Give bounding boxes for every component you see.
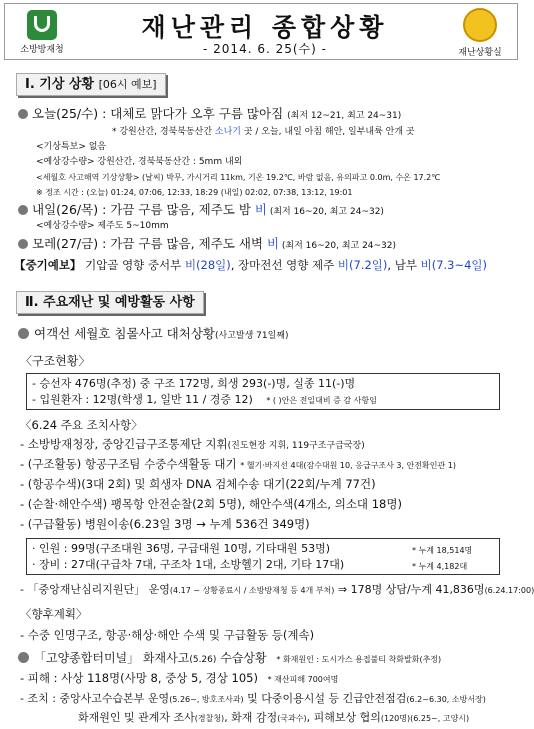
mid-term-b: , 장마전선 영향 제주 bbox=[230, 258, 338, 272]
equipment-line: · 장비 : 27대(구급차 7대, 구조차 1대, 소방헬기 2대, 기타 17대) bbox=[32, 558, 345, 571]
tomorrow-rainfall: <예상강수량> 제주도 5~10mm bbox=[36, 221, 169, 231]
agency-name: 소방방재청 bbox=[20, 45, 64, 55]
tomorrow-label: 내일(26/목) bbox=[32, 202, 99, 217]
agency-logo bbox=[17, 10, 67, 56]
today-note-b: 곳 / 오늘, 내일 아침 해안, 일부내륙 안개 곳 bbox=[240, 127, 415, 137]
fire-measures-2-c: , 피해보상 협의 bbox=[306, 711, 381, 724]
psych-support-result: ⇒ 178명 상담/누계 41,836명 bbox=[334, 583, 485, 596]
fire-measures-2-sub3: (120명) bbox=[380, 714, 411, 723]
psych-support-sub: (4.17 ~ 상황종료시 / 소방방재청 등 4개 부처) bbox=[169, 586, 335, 595]
fire-measures-2-b: , 화재 감정 bbox=[224, 711, 278, 724]
day-after-text: : 가끔 구름 많음, 제주도 새벽 bbox=[102, 236, 267, 251]
section-weather-title: Ⅰ. 기상 상황 bbox=[25, 77, 95, 92]
fire-damage-note: * 재산피해 700여명 bbox=[267, 675, 339, 684]
sewol-area-weather: <세월호 사고해역 기상상황> (날씨) 박무, 가시거리 11km, 기온 19.2℃, 바람 없음, 유의파고 0.0m, 수온 17.2℃ bbox=[36, 173, 441, 182]
report-date: - 2014. 6. 25(수) - bbox=[203, 42, 327, 56]
fire-damage-text: - 피해 : 사상 118명(사망 8, 중상 5, 경상 105) bbox=[20, 671, 258, 685]
day-after-forecast bbox=[18, 236, 396, 254]
fire-measures-1-sub: (5.26~, 방호조사과) bbox=[169, 695, 244, 704]
psych-support-line bbox=[20, 582, 534, 598]
bullet-icon bbox=[18, 239, 28, 249]
terminal-fire-heading bbox=[18, 651, 441, 668]
tomorrow-forecast bbox=[18, 202, 384, 220]
tomorrow-text: : 가끔 구름 많음, 제주도 밤 bbox=[102, 202, 255, 217]
psych-support-date: (6.24.17:00) bbox=[484, 586, 534, 595]
today-note-a: * 강원산간, 경북북동산간 bbox=[112, 127, 215, 137]
day-after-label: 모레(27/금) bbox=[32, 236, 99, 251]
action-2-text: - (구조활동) 항공구조팀 수중수색활동 대기 bbox=[20, 457, 237, 471]
bullet-icon bbox=[18, 652, 29, 663]
mid-term-forecast bbox=[14, 258, 487, 273]
section-weather-heading bbox=[16, 73, 166, 96]
day-after-rain: 비 bbox=[266, 236, 280, 251]
rescue-line-2-text: - 입원환자 : 12명(학생 1, 일반 11 / 경증 12) bbox=[32, 393, 253, 406]
mascot-icon bbox=[463, 8, 497, 42]
fire-measures-2 bbox=[78, 710, 469, 726]
today-forecast bbox=[18, 106, 401, 124]
situation-room-label: 재난상황실 bbox=[458, 48, 502, 58]
future-plan-heading: 〈향후계획〉 bbox=[20, 607, 88, 621]
mid-term-label: 【중기예보】 bbox=[14, 258, 82, 272]
rescue-heading: 〈구조현황〉 bbox=[20, 354, 91, 368]
fire-measures-2-text: 화재원인 및 관계자 조사 bbox=[78, 711, 195, 724]
action-1-sub: (진도현장 지휘, 119구조구급국장) bbox=[227, 441, 365, 451]
fire-measures-2-sub2: (국과수) bbox=[277, 714, 307, 723]
today-temp: (최저 12~21, 최고 24~31) bbox=[287, 111, 402, 121]
action-2-sub: * 헬기·바지선 4대(잠수대원 10, 응급구조사 3, 안전확인관 1) bbox=[240, 461, 456, 470]
bullet-icon bbox=[18, 109, 28, 119]
shield-icon bbox=[27, 10, 57, 40]
ferry-subtitle: (사고발생 71일째) bbox=[214, 331, 289, 341]
action-5: - (구급활동) 병원이송(6.23일 3명 → 누계 536건 349명) bbox=[20, 517, 310, 531]
mid-term-rain-2: 비(7.2일) bbox=[337, 258, 388, 272]
page-title: 재난관리 종합상황 bbox=[141, 13, 389, 42]
rescue-line-2 bbox=[32, 392, 377, 408]
fire-measures-1-b: 및 다중이용시설 등 긴급안전점검 bbox=[243, 692, 407, 705]
expected-rainfall: <예상강수량> 강원산간, 경북북동산간 : 5mm 내외 bbox=[36, 157, 243, 167]
staff-note: * 누계 18,514명 bbox=[412, 546, 473, 555]
fire-measures-2-sub4: (6.25~, 고양시) bbox=[410, 714, 470, 723]
action-1 bbox=[20, 437, 365, 454]
action-1-text: - 소방방재청장, 중앙긴급구조통제단 지휘 bbox=[20, 437, 228, 451]
situation-room-logo bbox=[449, 8, 511, 58]
section-weather-subtitle: [06시 예보] bbox=[98, 78, 157, 91]
fire-title: 「고양종합터미널」 화재사고 bbox=[34, 651, 190, 665]
ferry-heading bbox=[18, 326, 288, 344]
mid-term-rain-3: 비(7.3~4일) bbox=[420, 258, 488, 272]
section-disaster-heading: Ⅱ. 주요재난 및 예방활동 사항 bbox=[16, 291, 204, 314]
bullet-icon bbox=[18, 205, 28, 215]
header-box bbox=[4, 3, 518, 60]
ferry-title: 여객선 세월호 침몰사고 대처상황 bbox=[34, 326, 215, 341]
today-note-shower: 소나기 bbox=[214, 127, 241, 137]
fire-title-2: 수습상황 bbox=[216, 651, 267, 665]
psych-support-text: - 「중앙재난심리지원단」 운영 bbox=[20, 583, 170, 596]
today-note bbox=[112, 125, 415, 140]
today-label: 오늘(25/수) bbox=[32, 106, 99, 121]
action-2 bbox=[20, 457, 456, 473]
rescue-line-2-note: * ( )안은 전일대비 증 감 사항임 bbox=[266, 396, 377, 405]
tomorrow-temp: (최저 16~20, 최고 24~32) bbox=[266, 207, 384, 217]
fire-date: (5.26) bbox=[189, 655, 217, 665]
rescue-line-1: - 승선자 476명(추정) 중 구조 172명, 희생 293(-)명, 실종 11(-)명 bbox=[32, 377, 356, 390]
fire-cause-note: * 화재원인 : 도시가스 용접불티 착화발화(추정) bbox=[276, 655, 442, 664]
weather-warning: <기상특보> 없음 bbox=[36, 142, 107, 152]
tomorrow-rain: 비 bbox=[254, 202, 267, 217]
fire-measures-1-sub2: (6.2~6.30, 소방서장) bbox=[406, 695, 486, 704]
slack-tide-times: ※ 정조 시간 : (오늘) 01:24, 07:06, 12:33, 18:29 (내일) 02:02, 07:38, 13:12, 19:01 bbox=[36, 188, 353, 197]
staff-line: · 인원 : 99명(구조대원 36명, 구급대원 10명, 기타대원 53명) bbox=[32, 542, 331, 555]
fire-measures-1 bbox=[20, 691, 486, 707]
fire-measures-2-sub: (경찰청) bbox=[194, 714, 225, 723]
day-after-temp: (최저 16~20, 최고 24~32) bbox=[279, 241, 397, 251]
fire-damage bbox=[20, 671, 338, 687]
mid-term-c: , 남부 bbox=[387, 258, 421, 272]
equipment-note: * 누계 4,182대 bbox=[412, 562, 468, 571]
today-text: : 대체로 맑다가 오후 구름 많아짐 bbox=[102, 106, 284, 121]
bullet-icon bbox=[18, 328, 29, 339]
fire-measures-1-text: - 조치 : 중앙사고수습본부 운영 bbox=[20, 692, 170, 705]
action-3: - (항공수색)(3대 2회) 및 희생자 DNA 검체수송 대기(22회/누계 77건) bbox=[20, 477, 376, 491]
mid-term-a: 기압골 영향 중서부 bbox=[81, 258, 185, 272]
actions-heading: 〈6.24 주요 조치사항〉 bbox=[20, 418, 143, 432]
future-plan-1: - 수중 인명구조, 항공·해상·해안 수색 및 구급활동 등(계속) bbox=[20, 628, 315, 642]
mid-term-rain-1: 비(28일) bbox=[184, 258, 231, 272]
action-4: - (순찰·해안수색) 팽목항 안전순찰(2회 5명), 해안수색(4개소, 의소대 18명) bbox=[20, 497, 402, 511]
